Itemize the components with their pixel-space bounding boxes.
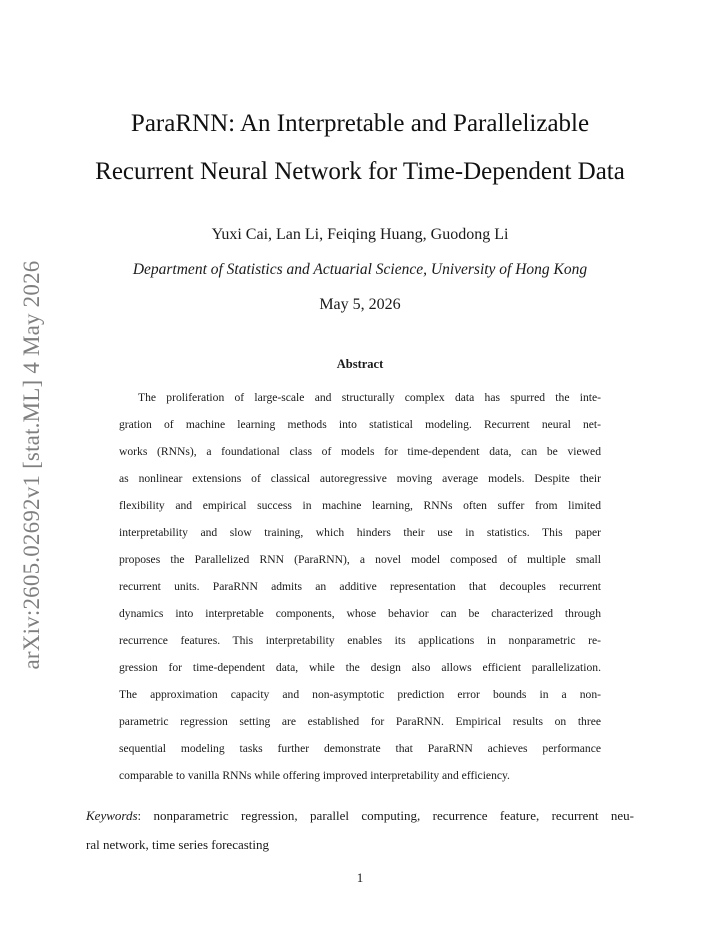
abstract-line: The proliferation of large-scale and structurally complex data has spurred the inte- bbox=[138, 391, 601, 404]
publication-date: May 5, 2026 bbox=[319, 296, 401, 313]
abstract-line: recurrence features. This interpretability enables its applications in nonparametric re- bbox=[119, 634, 601, 647]
abstract-line: dynamics into interpretable components, whose behavior can be characterized through bbox=[119, 607, 601, 620]
abstract-line: interpretability and slow training, which hinders their use in statistics. This paper bbox=[119, 526, 601, 539]
abstract-line: recurrent units. ParaRNN admits an additive representation that decouples recurrent bbox=[119, 580, 601, 593]
abstract-line: flexibility and empirical success in machine learning, RNNs often suffer from limited bbox=[119, 499, 601, 512]
paper-title-line-1: ParaRNN: An Interpretable and Parallelizable bbox=[130, 110, 590, 137]
keywords-line-2: ral network, time series forecasting bbox=[86, 837, 270, 852]
keywords-section bbox=[86, 801, 634, 859]
abstract-line: sequential modeling tasks further demonstrate that ParaRNN achieves performance bbox=[119, 742, 601, 755]
abstract-line: works (RNNs), a foundational class of models for time-dependent data, can be viewed bbox=[119, 445, 601, 458]
abstract-body bbox=[119, 384, 601, 789]
affiliation: Department of Statistics and Actuarial Science, University of Hong Kong bbox=[132, 261, 588, 278]
keywords-line-1 bbox=[86, 801, 634, 830]
abstract-line: parametric regression setting are established for ParaRNN. Empirical results on three bbox=[119, 715, 601, 728]
abstract-heading: Abstract bbox=[336, 357, 384, 371]
keywords-text: : nonparametric regression, parallel computing, recurrence feature, recurrent neu- bbox=[137, 808, 634, 823]
paper-title-line-2: Recurrent Neural Network for Time-Dependent Data bbox=[95, 158, 625, 185]
abstract-line: proposes the Parallelized RNN (ParaRNN), a novel model composed of multiple small bbox=[119, 553, 601, 566]
abstract-line: as nonlinear extensions of classical autoregressive moving average models. Despite their bbox=[119, 472, 601, 485]
keywords-label: Keywords bbox=[86, 808, 138, 823]
abstract-line: gression for time-dependent data, while the design also allows efficient parallelization. bbox=[119, 661, 601, 674]
arxiv-identifier-stamp: arXiv:2605.02692v1 [stat.ML] 4 May 2026 bbox=[19, 260, 44, 670]
author-list: Yuxi Cai, Lan Li, Feiqing Huang, Guodong Li bbox=[211, 226, 509, 243]
page-number: 1 bbox=[356, 870, 364, 885]
abstract-line: gration of machine learning methods into statistical modeling. Recurrent neural net- bbox=[119, 418, 601, 431]
abstract-line: The approximation capacity and non-asymptotic prediction error bounds in a non- bbox=[119, 688, 601, 701]
abstract-line: comparable to vanilla RNNs while offering improved interpretability and efficiency. bbox=[119, 769, 510, 782]
